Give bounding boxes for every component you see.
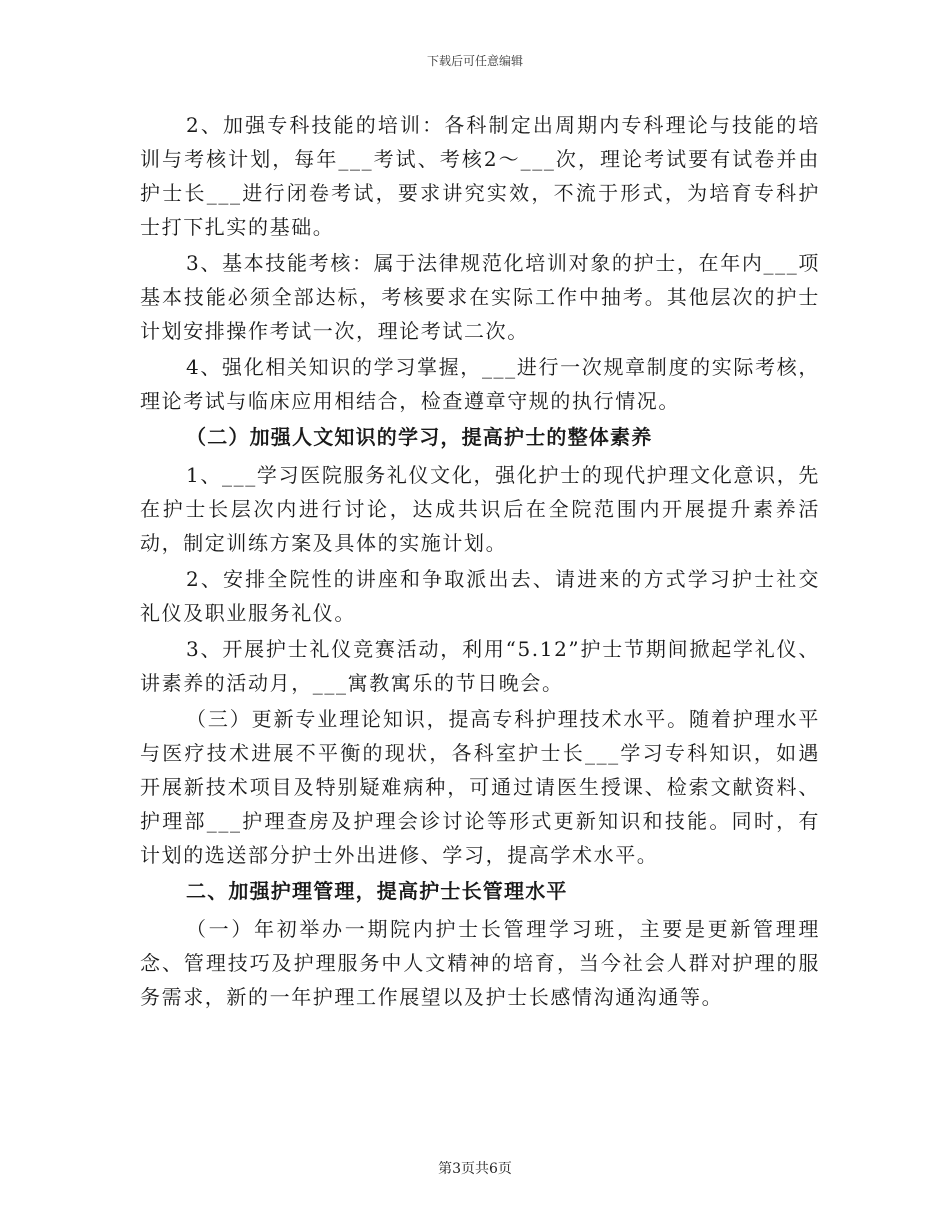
section-heading-humanities: （二）加强人文知识的学习，提高护士的整体素养 xyxy=(186,425,653,449)
page-footer: 第3页共6页 xyxy=(438,1161,512,1177)
page-header: 下载后可任意编辑 xyxy=(426,54,523,68)
paragraph-etiquette-contest: 3、开展护士礼仪竞赛活动，利用“5.12”护士节期间掀起学礼仪、讲素养的活动月，___寓教寓乐的节日晚会。 xyxy=(140,637,820,695)
paragraph-specialty-training: 2、加强专科技能的培训：各科制定出周期内专科理论与技能的培训与考核计划，每年___考试、考核2～___次，理论考试要有试卷并由护士长___进行闭卷考试，要求讲究实效，不流于形式，为培育专科护士打下扎实的基础。 xyxy=(140,113,820,239)
section-heading-management: 二、加强护理管理，提高护士长管理水平 xyxy=(186,879,568,903)
paragraph-update-knowledge: （三）更新专业理论知识，提高专科护理技术水平。随着护理水平与医疗技术进展不平衡的现状，各科室护士长___学习专科知识，如遇开展新技术项目及特别疑难病种，可通过请医生授课、检索文献资料、护理部___护理查房及护理会诊讨论等形式更新知识和技能。同时，有计划的选送部分护士外出进修、学习，提高学术水平。 xyxy=(140,707,820,867)
paragraph-etiquette-culture: 1、___学习医院服务礼仪文化，强化护士的现代护理文化意识，先在护士长层次内进行讨论，达成共识后在全院范围内开展提升素养活动，制定训练方案及具体的实施计划。 xyxy=(140,463,820,555)
paragraph-head-nurse-training: （一）年初举办一期院内护士长管理学习班，主要是更新管理理念、管理技巧及护理服务中人文精神的培育，当今社会人群对护理的服务需求，新的一年护理工作展望以及护士长感情沟通沟通等。 xyxy=(140,917,820,1009)
paragraph-basic-skills: 3、基本技能考核：属于法律规范化培训对象的护士，在年内___项基本技能必须全部达标，考核要求在实际工作中抽考。其他层次的护士计划安排操作考试一次，理论考试二次。 xyxy=(140,251,820,343)
paragraph-lectures: 2、安排全院性的讲座和争取派出去、请进来的方式学习护士社交礼仪及职业服务礼仪。 xyxy=(140,567,820,625)
document-body xyxy=(140,108,820,1016)
paragraph-knowledge-mastery: 4、强化相关知识的学习掌握，___进行一次规章制度的实际考核，理论考试与临床应用相结合，检查遵章守规的执行情况。 xyxy=(140,355,820,413)
